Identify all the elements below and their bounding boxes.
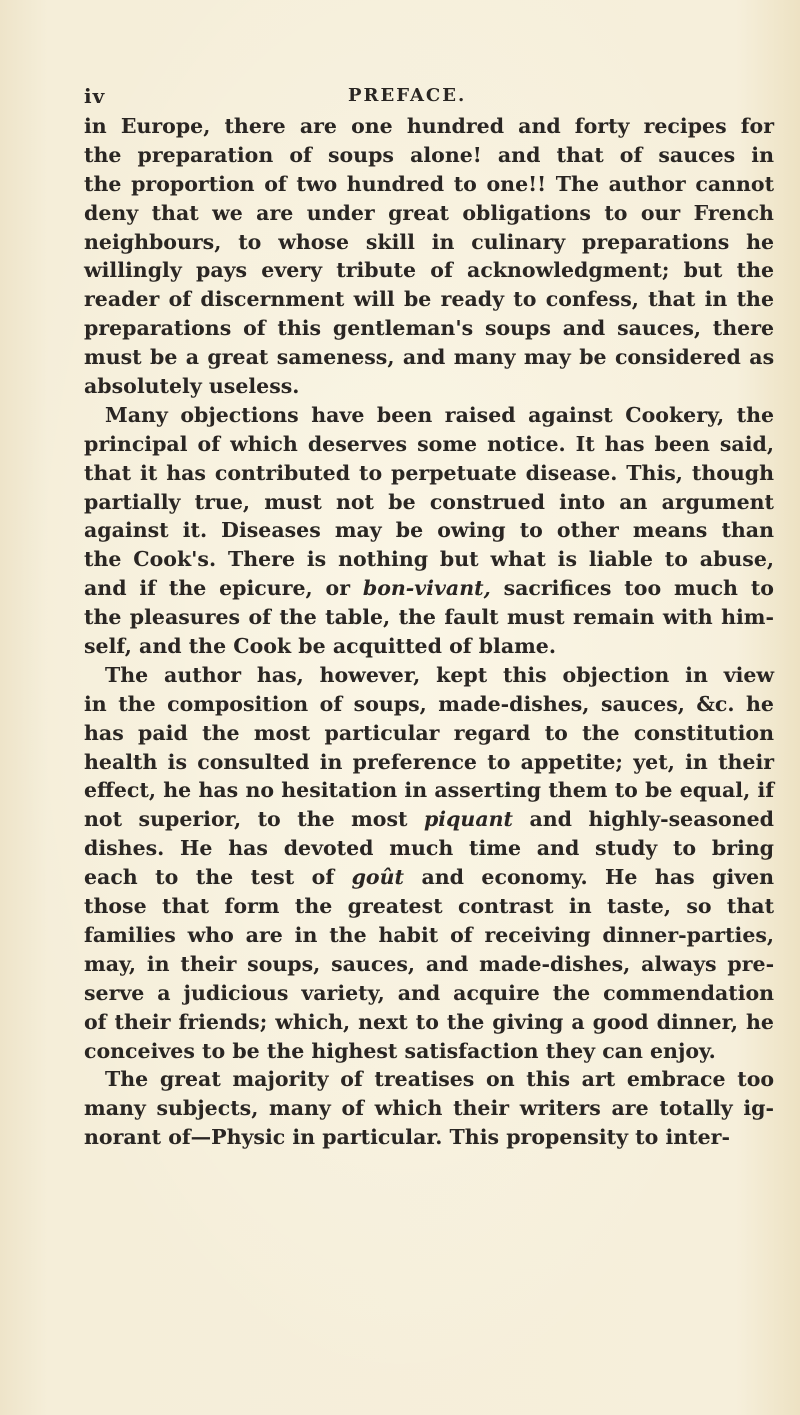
- text-line: and if the epicure, or bon-vivant, sacrifices too much to: [84, 576, 774, 601]
- text-line: in the composition of soups, made-dishes, sauces, &c. he: [84, 691, 774, 716]
- text-line: norant of—Physic in particular. This propensity to inter-: [84, 1125, 730, 1150]
- text-line: families who are in the habit of receiving dinner-parties,: [84, 922, 775, 947]
- body-text: [84, 112, 774, 1152]
- text-line: may, in their soups, sauces, and made-dishes, always pre-: [84, 951, 775, 976]
- text-line: dishes. He has devoted much time and study to bring: [84, 836, 775, 861]
- text-line: neighbours, to whose skill in culinary preparations he: [84, 229, 775, 254]
- text-line: self, and the Cook be acquitted of blame.: [84, 634, 556, 659]
- paragraph: [84, 401, 774, 661]
- text-line: in Europe, there are one hundred and forty recipes for: [84, 114, 775, 138]
- text-line: preparations of this gentleman's soups and sauces, there: [84, 316, 775, 341]
- text-line: serve a judicious variety, and acquire the commendation: [84, 980, 775, 1005]
- text-line: The great majority of treatises on this art embrace too: [105, 1067, 775, 1092]
- text-line: conceives to be the highest satisfaction they can enjoy.: [84, 1038, 716, 1063]
- text-line: that it has contributed to perpetuate disease. This, though: [84, 460, 775, 485]
- text-line: absolutely useless.: [84, 374, 300, 399]
- text-line: the preparation of soups alone! and that of sauces in: [84, 142, 774, 167]
- text-line: must be a great sameness, and many may be considered as: [84, 345, 775, 370]
- running-head: PREFACE.: [348, 85, 467, 106]
- text-line: those that form the greatest contrast in taste, so that: [84, 894, 775, 919]
- text-line: willingly pays every tribute of acknowledgment; but the: [84, 258, 775, 283]
- text-line: partially true, must not be construed into an argument: [84, 489, 774, 514]
- text-line: The author has, however, kept this objection in view: [105, 662, 775, 687]
- text-line: the pleasures of the table, the fault must remain with him-: [84, 605, 774, 630]
- text-line: against it. Diseases may be owing to other means than: [84, 518, 774, 543]
- text-line: effect, he has no hesitation in asserting them to be equal, if: [84, 778, 775, 803]
- paragraph: [84, 112, 774, 401]
- text-line: principal of which deserves some notice. It has been said,: [84, 431, 774, 456]
- text-line: of their friends; which, next to the giving a good dinner, he: [84, 1009, 774, 1034]
- text-line: not superior, to the most piquant and highly-seasoned: [84, 807, 775, 832]
- text-line: Many objections have been raised against Cookery, the: [105, 402, 775, 427]
- text-line: reader of discernment will be ready to confess, that in the: [84, 287, 774, 312]
- page-header: [0, 0, 800, 110]
- text-line: the Cook's. There is nothing but what is liable to abuse,: [84, 547, 775, 572]
- paragraph: [84, 1065, 774, 1152]
- text-line: each to the test of goût and economy. He has given: [84, 865, 775, 890]
- text-line: health is consulted in preference to appetite; yet, in their: [84, 749, 775, 774]
- text-line: deny that we are under great obligations to our French: [84, 200, 774, 225]
- text-line: many subjects, many of which their writers are totally ig-: [84, 1096, 775, 1121]
- paragraph: [84, 661, 774, 1065]
- text-line: the proportion of two hundred to one!! The author cannot: [84, 171, 775, 196]
- page-number: iv: [84, 84, 106, 108]
- text-line: has paid the most particular regard to the constitution: [84, 720, 774, 745]
